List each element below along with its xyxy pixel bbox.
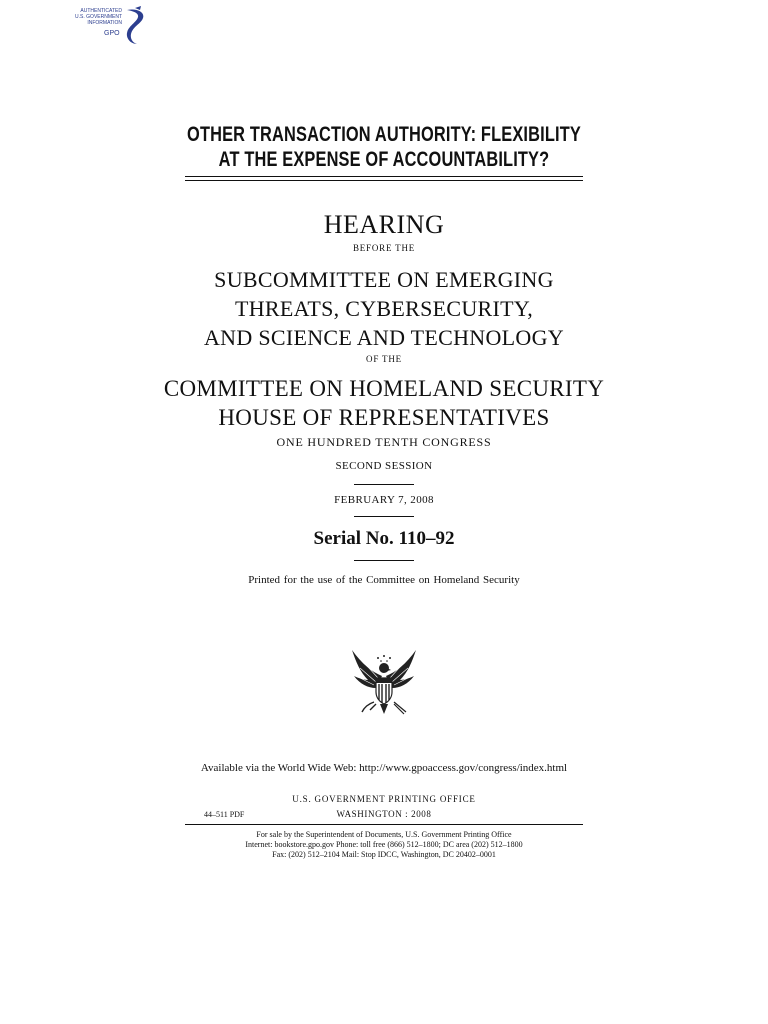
subcommittee-line-2: THREATS, CYBERSECURITY, bbox=[234, 296, 534, 321]
subcommittee-line-1: SUBCOMMITTEE ON EMERGING bbox=[214, 267, 554, 292]
divider-rule-1 bbox=[354, 484, 414, 485]
printing-office-label: U.S. GOVERNMENT PRINTING OFFICE bbox=[292, 794, 476, 804]
eagle-seal-icon bbox=[348, 646, 420, 718]
sale-line-2: Internet: bookstore.gpo.gov Phone: toll free (866) 512–1800; DC area (202) 512–1800 bbox=[245, 840, 523, 849]
title-line-1: OTHER TRANSACTION AUTHORITY: FLEXIBILITY bbox=[187, 123, 581, 146]
divider-rule-3 bbox=[354, 560, 414, 561]
washington-year: WASHINGTON : 2008 bbox=[336, 809, 432, 819]
logo-line-1: AUTHENTICATED bbox=[80, 8, 122, 14]
sale-info bbox=[0, 830, 768, 860]
of-the-label: OF THE bbox=[366, 354, 402, 364]
sale-line-1: For sale by the Superintendent of Documents, U.S. Government Printing Office bbox=[256, 830, 512, 839]
printed-for-note: Printed for the use of the Committee on Homeland Security bbox=[248, 574, 520, 586]
web-availability-note: Available via the World Wide Web: http://www.gpoaccess.gov/congress/index.html bbox=[200, 762, 568, 774]
hearing-date: FEBRUARY 7, 2008 bbox=[334, 494, 434, 506]
gpo-abbr: GPO bbox=[104, 30, 120, 37]
divider-rule-2 bbox=[354, 516, 414, 517]
session-label: SECOND SESSION bbox=[335, 460, 433, 472]
committee-line-2: HOUSE OF REPRESENTATIVES bbox=[218, 405, 550, 430]
subcommittee-name bbox=[0, 265, 768, 352]
document-title bbox=[84, 122, 683, 172]
sale-line-3: Fax: (202) 512–2104 Mail: Stop IDCC, Washington, DC 20402–0001 bbox=[272, 850, 496, 859]
title-double-rule bbox=[185, 176, 583, 181]
committee-line-1: COMMITTEE ON HOMELAND SECURITY bbox=[163, 376, 605, 401]
gpo-logo-text bbox=[60, 8, 122, 26]
logo-line-2: U.S. GOVERNMENT bbox=[75, 14, 122, 20]
logo-line-3: INFORMATION bbox=[87, 20, 122, 26]
gpo-authentication-logo bbox=[60, 6, 150, 48]
congress-label: ONE HUNDRED TENTH CONGRESS bbox=[276, 435, 492, 449]
title-line-2: AT THE EXPENSE OF ACCOUNTABILITY? bbox=[218, 148, 550, 171]
before-the-label: BEFORE THE bbox=[352, 243, 416, 253]
footer-rule bbox=[185, 824, 583, 825]
hearing-heading: HEARING bbox=[323, 210, 445, 239]
pdf-id: 44–511 PDF bbox=[204, 810, 245, 819]
committee-name bbox=[0, 374, 768, 432]
serial-number: Serial No. 110–92 bbox=[313, 528, 455, 549]
eagle-swoosh-icon bbox=[123, 6, 147, 46]
subcommittee-line-3: AND SCIENCE AND TECHNOLOGY bbox=[203, 325, 564, 350]
